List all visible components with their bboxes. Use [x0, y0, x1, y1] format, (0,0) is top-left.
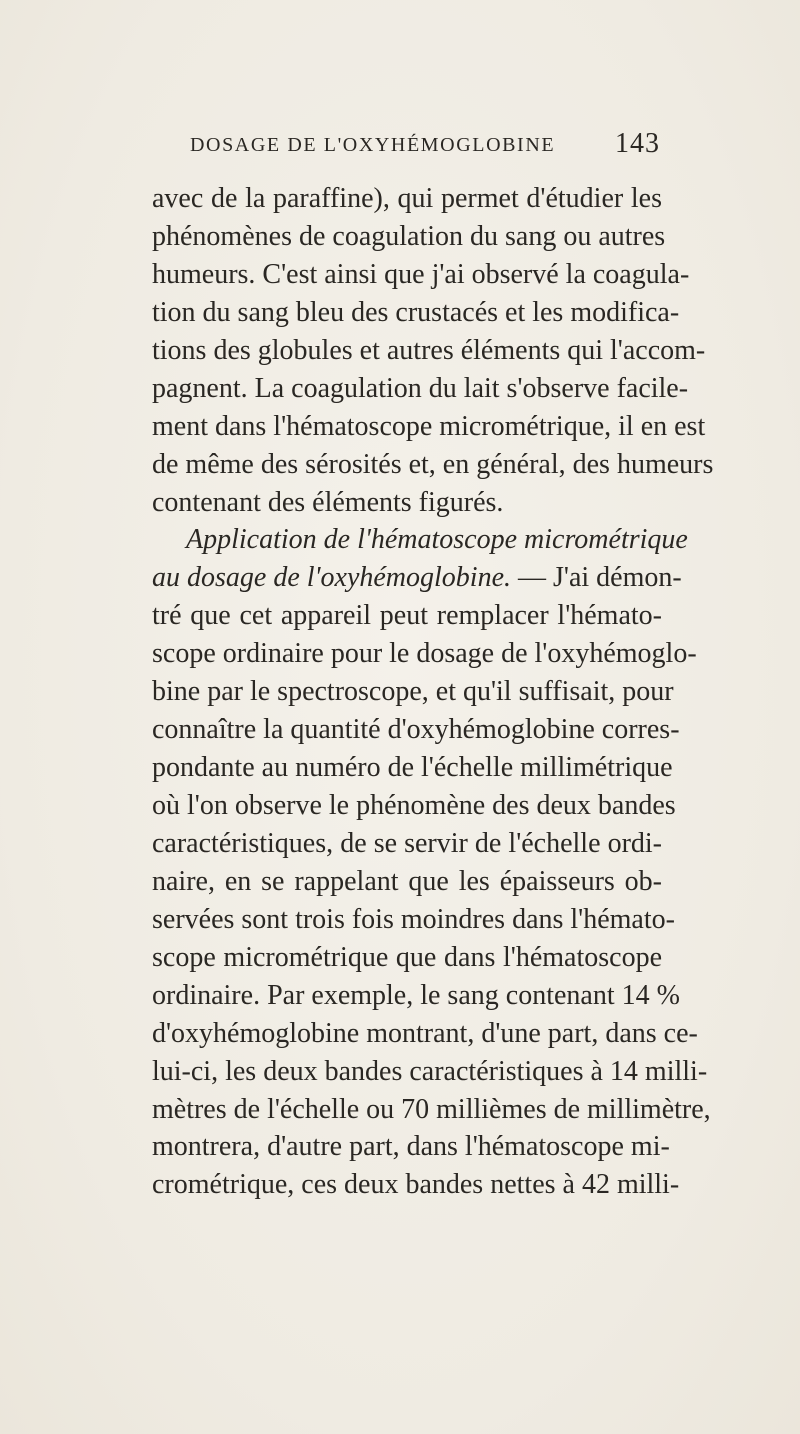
text-line: humeurs. C'est ainsi que j'ai observé la coagula- [152, 258, 690, 290]
text-line: tions des globules et autres éléments qui l'accom- [152, 334, 706, 366]
text-line: phénomènes de coagulation du sang ou autres [152, 220, 666, 252]
text-line: tion du sang bleu des crustacés et les modifica- [152, 296, 680, 328]
text-line: scope micrométrique que dans l'hématoscope [152, 941, 662, 973]
text-line: contenant des éléments figurés. [152, 486, 504, 518]
running-title: DOSAGE DE L'OXYHÉMOGLOBINE [190, 134, 556, 156]
text-line: naire, en se rappelant que les épaisseurs ob- [152, 865, 662, 897]
text-line: connaître la quantité d'oxyhémoglobine corres- [152, 714, 680, 746]
text-line: ordinaire. Par exemple, le sang contenant 14 % [152, 979, 680, 1011]
text-line: scope ordinaire pour le dosage de l'oxyhémoglo- [152, 638, 697, 670]
text-line: où l'on observe le phénomène des deux bandes [152, 790, 676, 821]
text-line-mixed [152, 559, 682, 597]
text-line: pagnent. La coagulation du lait s'observe facile- [152, 372, 689, 404]
section-heading-line: Application de l'hématoscope micrométrique [186, 524, 688, 556]
page-number: 143 [615, 128, 660, 159]
text-line: lui-ci, les deux bandes caractéristiques à 14 milli- [152, 1055, 708, 1087]
text-line: servées sont trois fois moindres dans l'hémato- [152, 903, 675, 935]
text-line: avec de la paraffine), qui permet d'étudier les [152, 183, 662, 214]
text-line: mètres de l'échelle ou 70 millièmes de millimètre, [152, 1093, 711, 1125]
text-line: bine par le spectroscope, et qu'il suffisait, pour [152, 676, 674, 708]
text-line: pondante au numéro de l'échelle millimétrique [152, 752, 673, 784]
text-line: caractéristiques, de se servir de l'échelle ordi- [152, 827, 662, 859]
text-line: montrera, d'autre part, dans l'hématoscope mi- [152, 1131, 670, 1163]
text-line: crométrique, ces deux bandes nettes à 42 milli- [152, 1169, 680, 1201]
section-heading-continuation: au dosage de l'oxyhémoglobine. [152, 562, 512, 594]
text-line: tré que cet appareil peut remplacer l'hémato- [152, 600, 662, 632]
text-line-fragment: — J'ai démon- [518, 562, 682, 594]
text-line: de même des sérosités et, en général, des humeurs [152, 448, 714, 480]
body-text [152, 180, 714, 1204]
running-head [190, 128, 660, 168]
text-line: ment dans l'hématoscope micrométrique, il en est [152, 410, 706, 442]
text-line: d'oxyhémoglobine montrant, d'une part, dans ce- [152, 1017, 698, 1049]
